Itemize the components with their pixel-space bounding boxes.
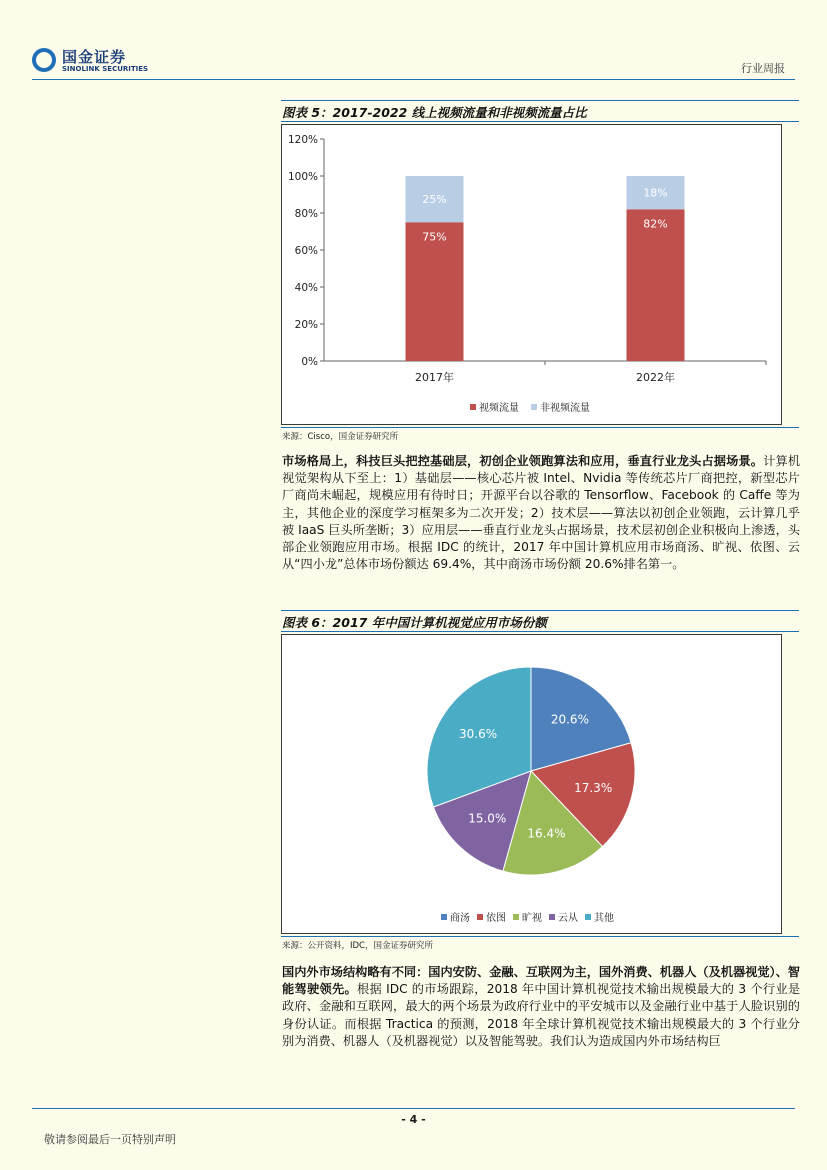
- figure5-chart-frame: [281, 124, 782, 425]
- legend-label: 其他: [594, 913, 614, 924]
- figure6-source: 来源：公开资料，IDC，国金证券研究所: [282, 941, 433, 951]
- legend-swatch: [585, 914, 591, 920]
- figure5-top-rule: [281, 100, 799, 101]
- legend-label: 视频流量: [479, 403, 519, 414]
- legend-swatch: [477, 914, 483, 920]
- pie-data-label: 17.3%: [574, 781, 613, 796]
- figure5-title-rule: [281, 121, 799, 122]
- logo-ring-icon: [32, 48, 56, 72]
- figure6-title: 图表 6：2017 年中国计算机视觉应用市场份额: [282, 615, 547, 630]
- bar-data-label: 25%: [422, 193, 447, 207]
- pie-chart: [282, 635, 781, 933]
- legend-swatch: [549, 914, 555, 920]
- figure5-bottom-rule: [281, 427, 799, 428]
- legend-label: 云从: [558, 913, 578, 924]
- legend-label: 非视频流量: [540, 403, 590, 414]
- figure6-chart-frame: [281, 634, 782, 934]
- logo-chinese-name: 国金证券: [62, 48, 127, 66]
- legend-label: 商汤: [450, 913, 470, 924]
- pie-data-label: 20.6%: [550, 712, 589, 727]
- figure6-bottom-rule: [281, 936, 799, 937]
- y-tick-label: 40%: [294, 282, 318, 294]
- y-tick-label: 20%: [294, 319, 318, 331]
- y-tick-label: 60%: [294, 245, 318, 257]
- bar-data-label: 82%: [643, 217, 668, 231]
- page-number: - 4 -: [401, 1113, 426, 1126]
- bar-data-label: 18%: [643, 186, 668, 200]
- y-tick-label: 100%: [287, 171, 318, 183]
- legend-swatch: [531, 404, 537, 410]
- footer-divider: [32, 1108, 795, 1109]
- figure5-title: 图表 5：2017-2022 线上视频流量和非视频流量占比: [282, 105, 587, 120]
- figure6-top-rule: [281, 610, 799, 611]
- pie-data-label: 15.0%: [468, 811, 507, 826]
- x-tick-label: 2022年: [636, 371, 675, 384]
- y-tick-label: 120%: [287, 134, 318, 146]
- x-tick-label: 2017年: [415, 371, 454, 384]
- y-tick-label: 80%: [294, 208, 318, 220]
- report-type: 行业周报: [741, 62, 785, 75]
- logo-english-name: SINOLINK SECURITIES: [62, 65, 149, 73]
- legend-swatch: [441, 914, 447, 920]
- stacked-bar-chart: [282, 125, 781, 424]
- market-structure-heading: 市场格局上，科技巨头把控基础层，初创企业领跑算法和应用，垂直行业龙头占据场景。: [282, 454, 764, 468]
- y-tick-label: 0%: [301, 356, 318, 368]
- legend-swatch: [470, 404, 476, 410]
- bar-data-label: 75%: [422, 230, 447, 244]
- bar-segment: [627, 209, 685, 361]
- market-structure-paragraph: [282, 453, 800, 573]
- figure6-title-rule: [281, 631, 799, 632]
- figure5-source: 来源：Cisco，国金证券研究所: [282, 432, 399, 442]
- legend-label: 依图: [486, 913, 506, 924]
- header-divider: [32, 79, 795, 80]
- market-structure-body: 计算机视觉架构从下至上：1）基础层——核心芯片被 Intel、Nvidia 等传统芯片厂商把控，新型芯片厂商尚未崛起，规模应用有待时日；开源平台以谷歌的 Tensorflow、Facebook 的 Caffe 等为主，其他企业的深度学习框架多为二次开发；2）技术层——算法以初创企业领跑，云计算几乎被 IaaS 巨头所垄断；3）应用层——垂直行业龙头占据场景，技术层初创企业积极向上渗透，头部企业领跑应用市场。根据 IDC 的统计，2017 年中国计算机应用市场商汤、旷视、依图、云从“四小龙”总体市场份额达 69.4%，其中商汤市场份额 20.6%排名第一。: [282, 454, 801, 572]
- legend-swatch: [513, 914, 519, 920]
- company-logo: [32, 46, 154, 78]
- domestic-foreign-heading: 国内外市场结构略有不同：国内安防、金融、互联网为主，国外消费、机器人（及机器视觉）、智能驾驶领先。: [282, 965, 800, 997]
- domestic-foreign-body: 根据 IDC 的市场跟踪，2018 年中国计算机视觉技术输出规模最大的 3 个行业是政府、金融和互联网，最大的两个场景为政府行业中的平安城市以及金融行业中基于人脸识别的身份认证。而根据 Tractica 的预测，2018 年全球计算机视觉技术输出规模最大的 3 个行业分别为消费、机器人（及机器视觉）以及智能驾驶。我们认为造成国内外市场结构巨: [282, 982, 801, 1048]
- domestic-foreign-paragraph: [282, 964, 800, 1050]
- legend-label: 旷视: [522, 913, 542, 924]
- pie-data-label: 16.4%: [527, 826, 566, 841]
- pie-data-label: 30.6%: [459, 727, 498, 742]
- disclaimer: 敬请参阅最后一页特别声明: [44, 1133, 176, 1146]
